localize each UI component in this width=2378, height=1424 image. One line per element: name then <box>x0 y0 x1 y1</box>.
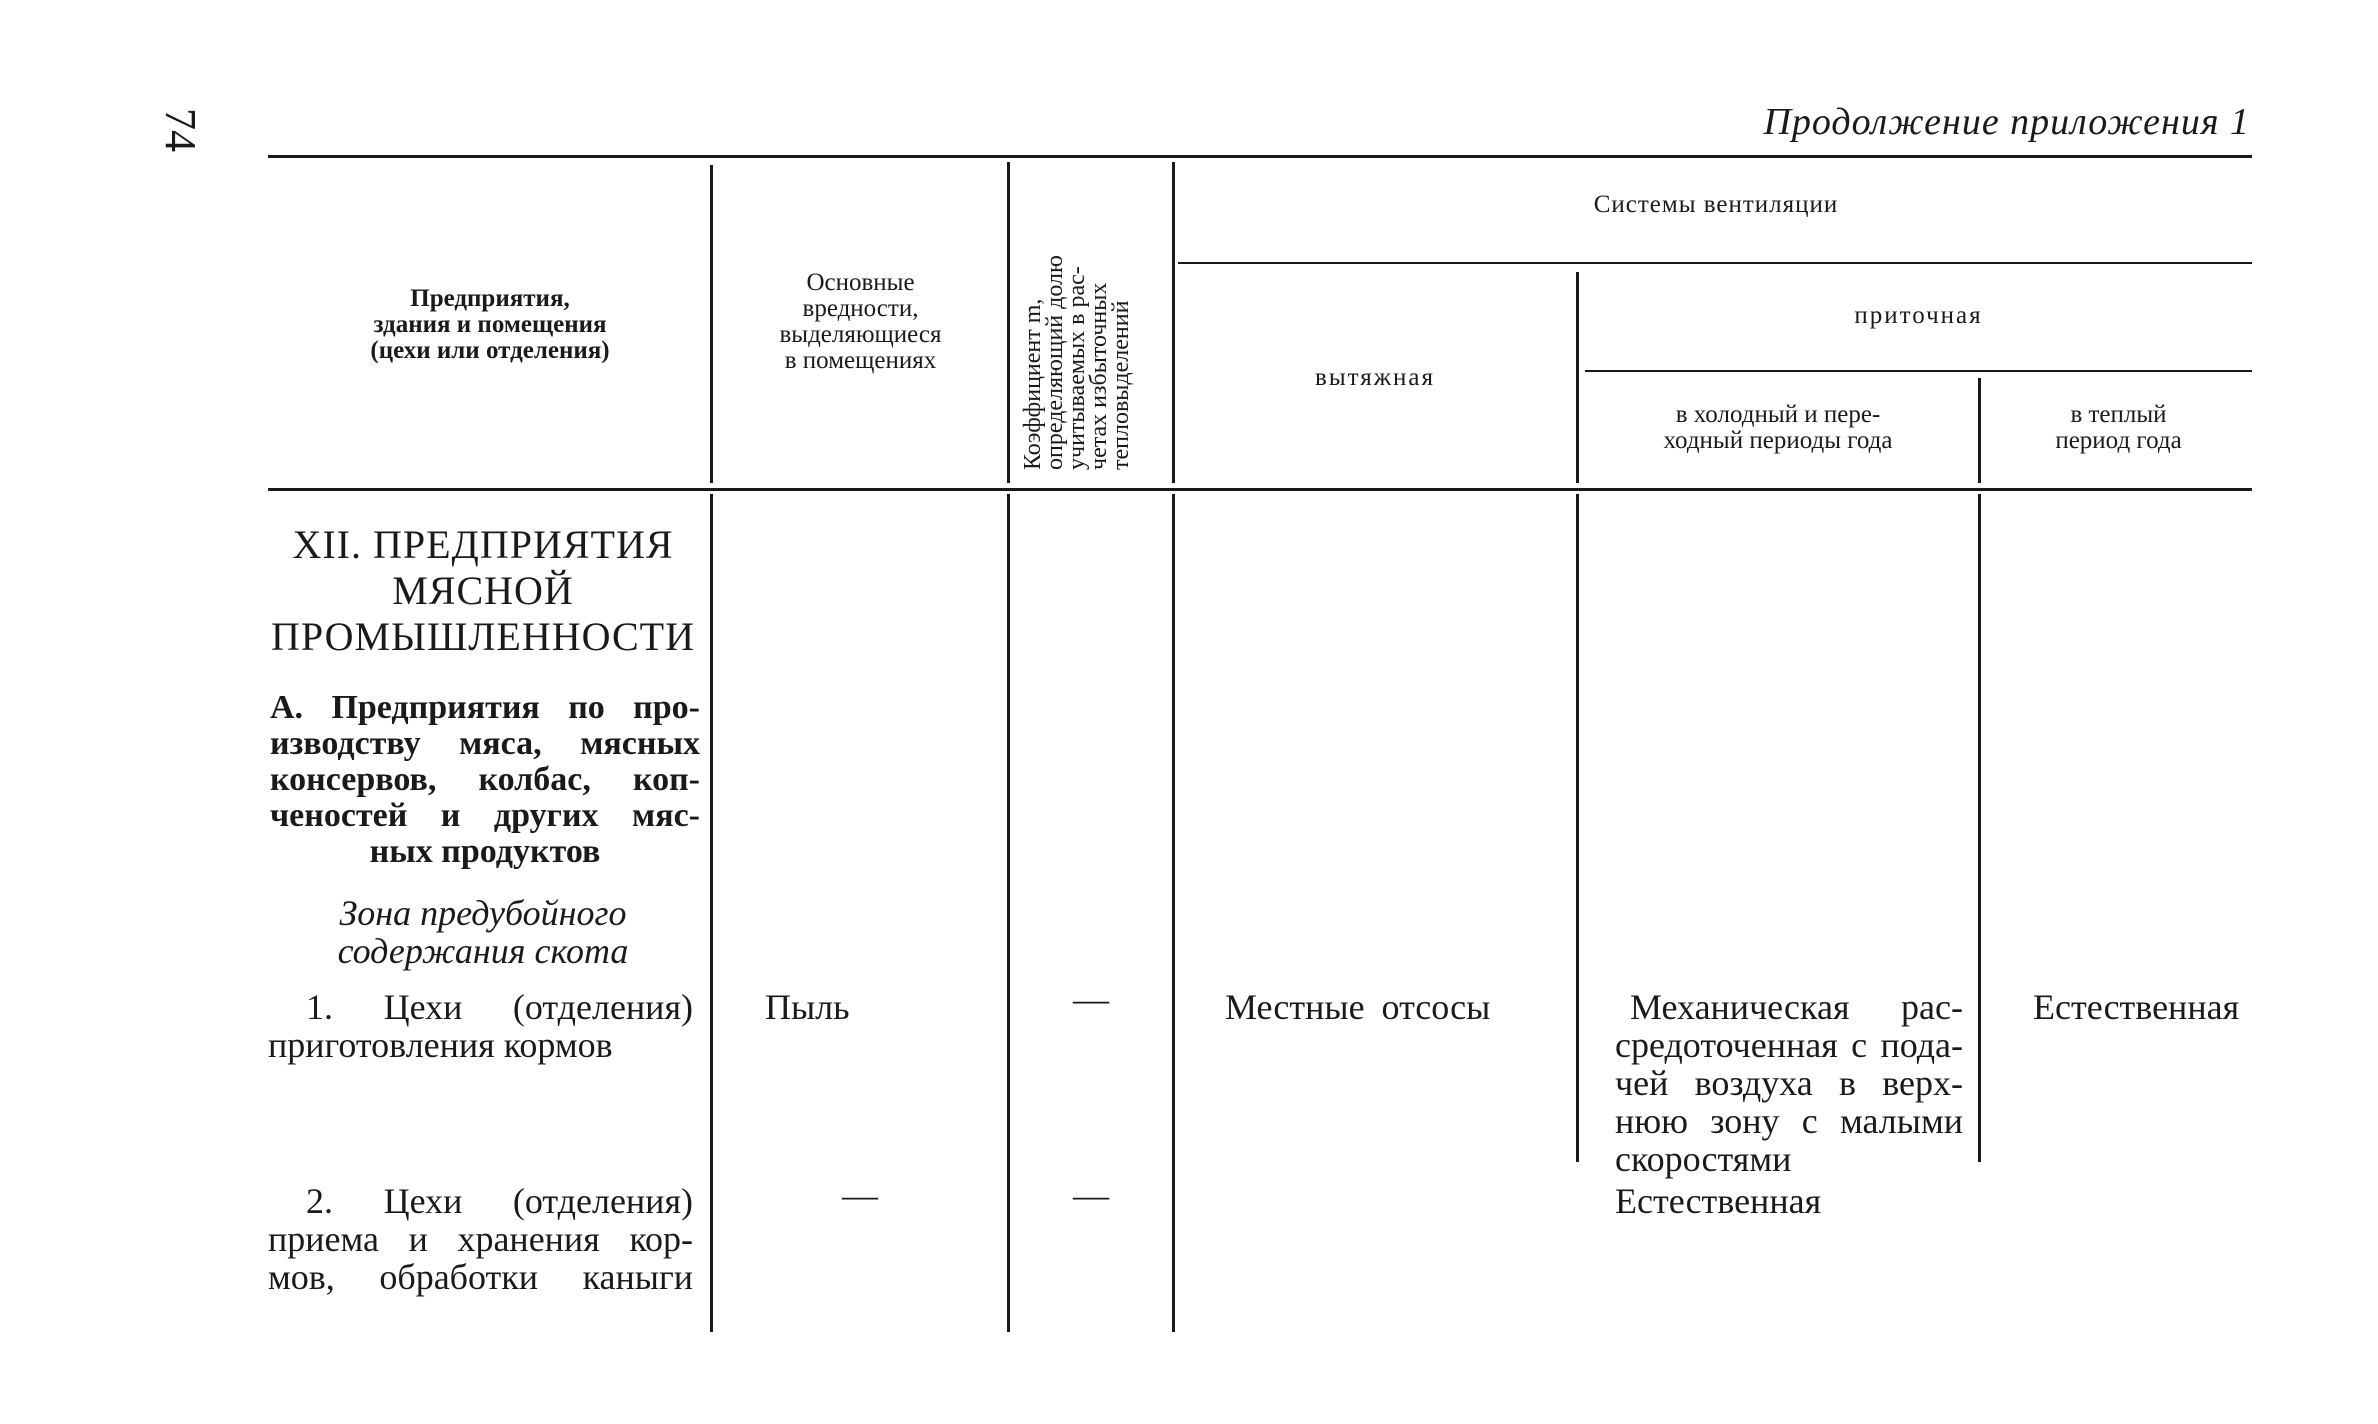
col-rule-4-body <box>1576 494 1579 1162</box>
col-rule-1-body <box>710 494 713 1332</box>
table-row-1-hazards: Пыль <box>765 987 850 1027</box>
header-supply-warm: в теплый период года <box>2055 401 2182 454</box>
supply-rule <box>1585 370 2252 372</box>
systems-rule <box>1178 262 2252 264</box>
col-rule-2-body <box>1007 494 1010 1332</box>
table-row-1-enterprise: 1. Цехи (отделения) приготовления кормов <box>268 987 693 1065</box>
table-row-2-coefficient: — <box>1073 1175 1109 1215</box>
table-row-2-hazards: — <box>842 1175 878 1215</box>
table-row-2-ventilation: Естественная <box>1615 1181 1822 1221</box>
header-bottom-rule <box>268 488 2252 491</box>
col-rule-5-body <box>1978 494 1981 1162</box>
table-row-1-supply-cold: Механическая рас- средоточенная с пода- чей воздуха в верх- нюю зону с малыми скоростями <box>1615 987 1963 1179</box>
header-supply: приточная <box>1854 302 1983 329</box>
page-number: 74 <box>156 108 205 152</box>
header-supply-cold: в холодный и пере- ходный периоды года <box>1663 401 1893 454</box>
subsection-title: А. Предприятия по про- изводству мяса, мясных консервов, колбас, коп- ченостей и других мяс- ных продуктов <box>270 689 700 870</box>
section-title: XII. ПРЕДПРИЯТИЯ МЯСНОЙ ПРОМЫШЛЕННОСТИ <box>270 522 696 659</box>
table-row-2-enterprise: 2. Цехи (отделения) приема и хранения кор- мов, обработки каныги <box>268 1181 693 1297</box>
col-rule-1-header <box>710 165 713 483</box>
col-rule-3-header <box>1172 162 1175 483</box>
table-row-1-coefficient: — <box>1073 979 1109 1019</box>
table-row-1-exhaust: Местные отсосы <box>1225 987 1491 1027</box>
header-exhaust: вытяжная <box>1315 364 1435 391</box>
col-rule-2-header <box>1007 162 1010 483</box>
zone-title: Зона предубойного содержания скота <box>337 893 629 971</box>
col-rule-4-header <box>1576 272 1579 483</box>
col-rule-5-header <box>1978 378 1981 483</box>
header-ventilation-systems: Системы вентиляции <box>1593 191 1839 218</box>
col-rule-3-body <box>1172 494 1175 1332</box>
running-header: Продолжение приложения 1 <box>1763 101 2250 143</box>
header-coefficient: Коэффициент m, определяющий долю учитываемых в рас- четах избыточных тепловыделений <box>1020 255 1134 470</box>
header-hazards: Основные вредности, выделяющиеся в помещениях <box>779 269 942 374</box>
table-row-1-supply-warm: Естественная <box>2033 987 2240 1027</box>
table-top-rule <box>268 155 2252 158</box>
header-enterprise: Предприятия, здания и помещения (цехи или отделения) <box>370 285 610 364</box>
